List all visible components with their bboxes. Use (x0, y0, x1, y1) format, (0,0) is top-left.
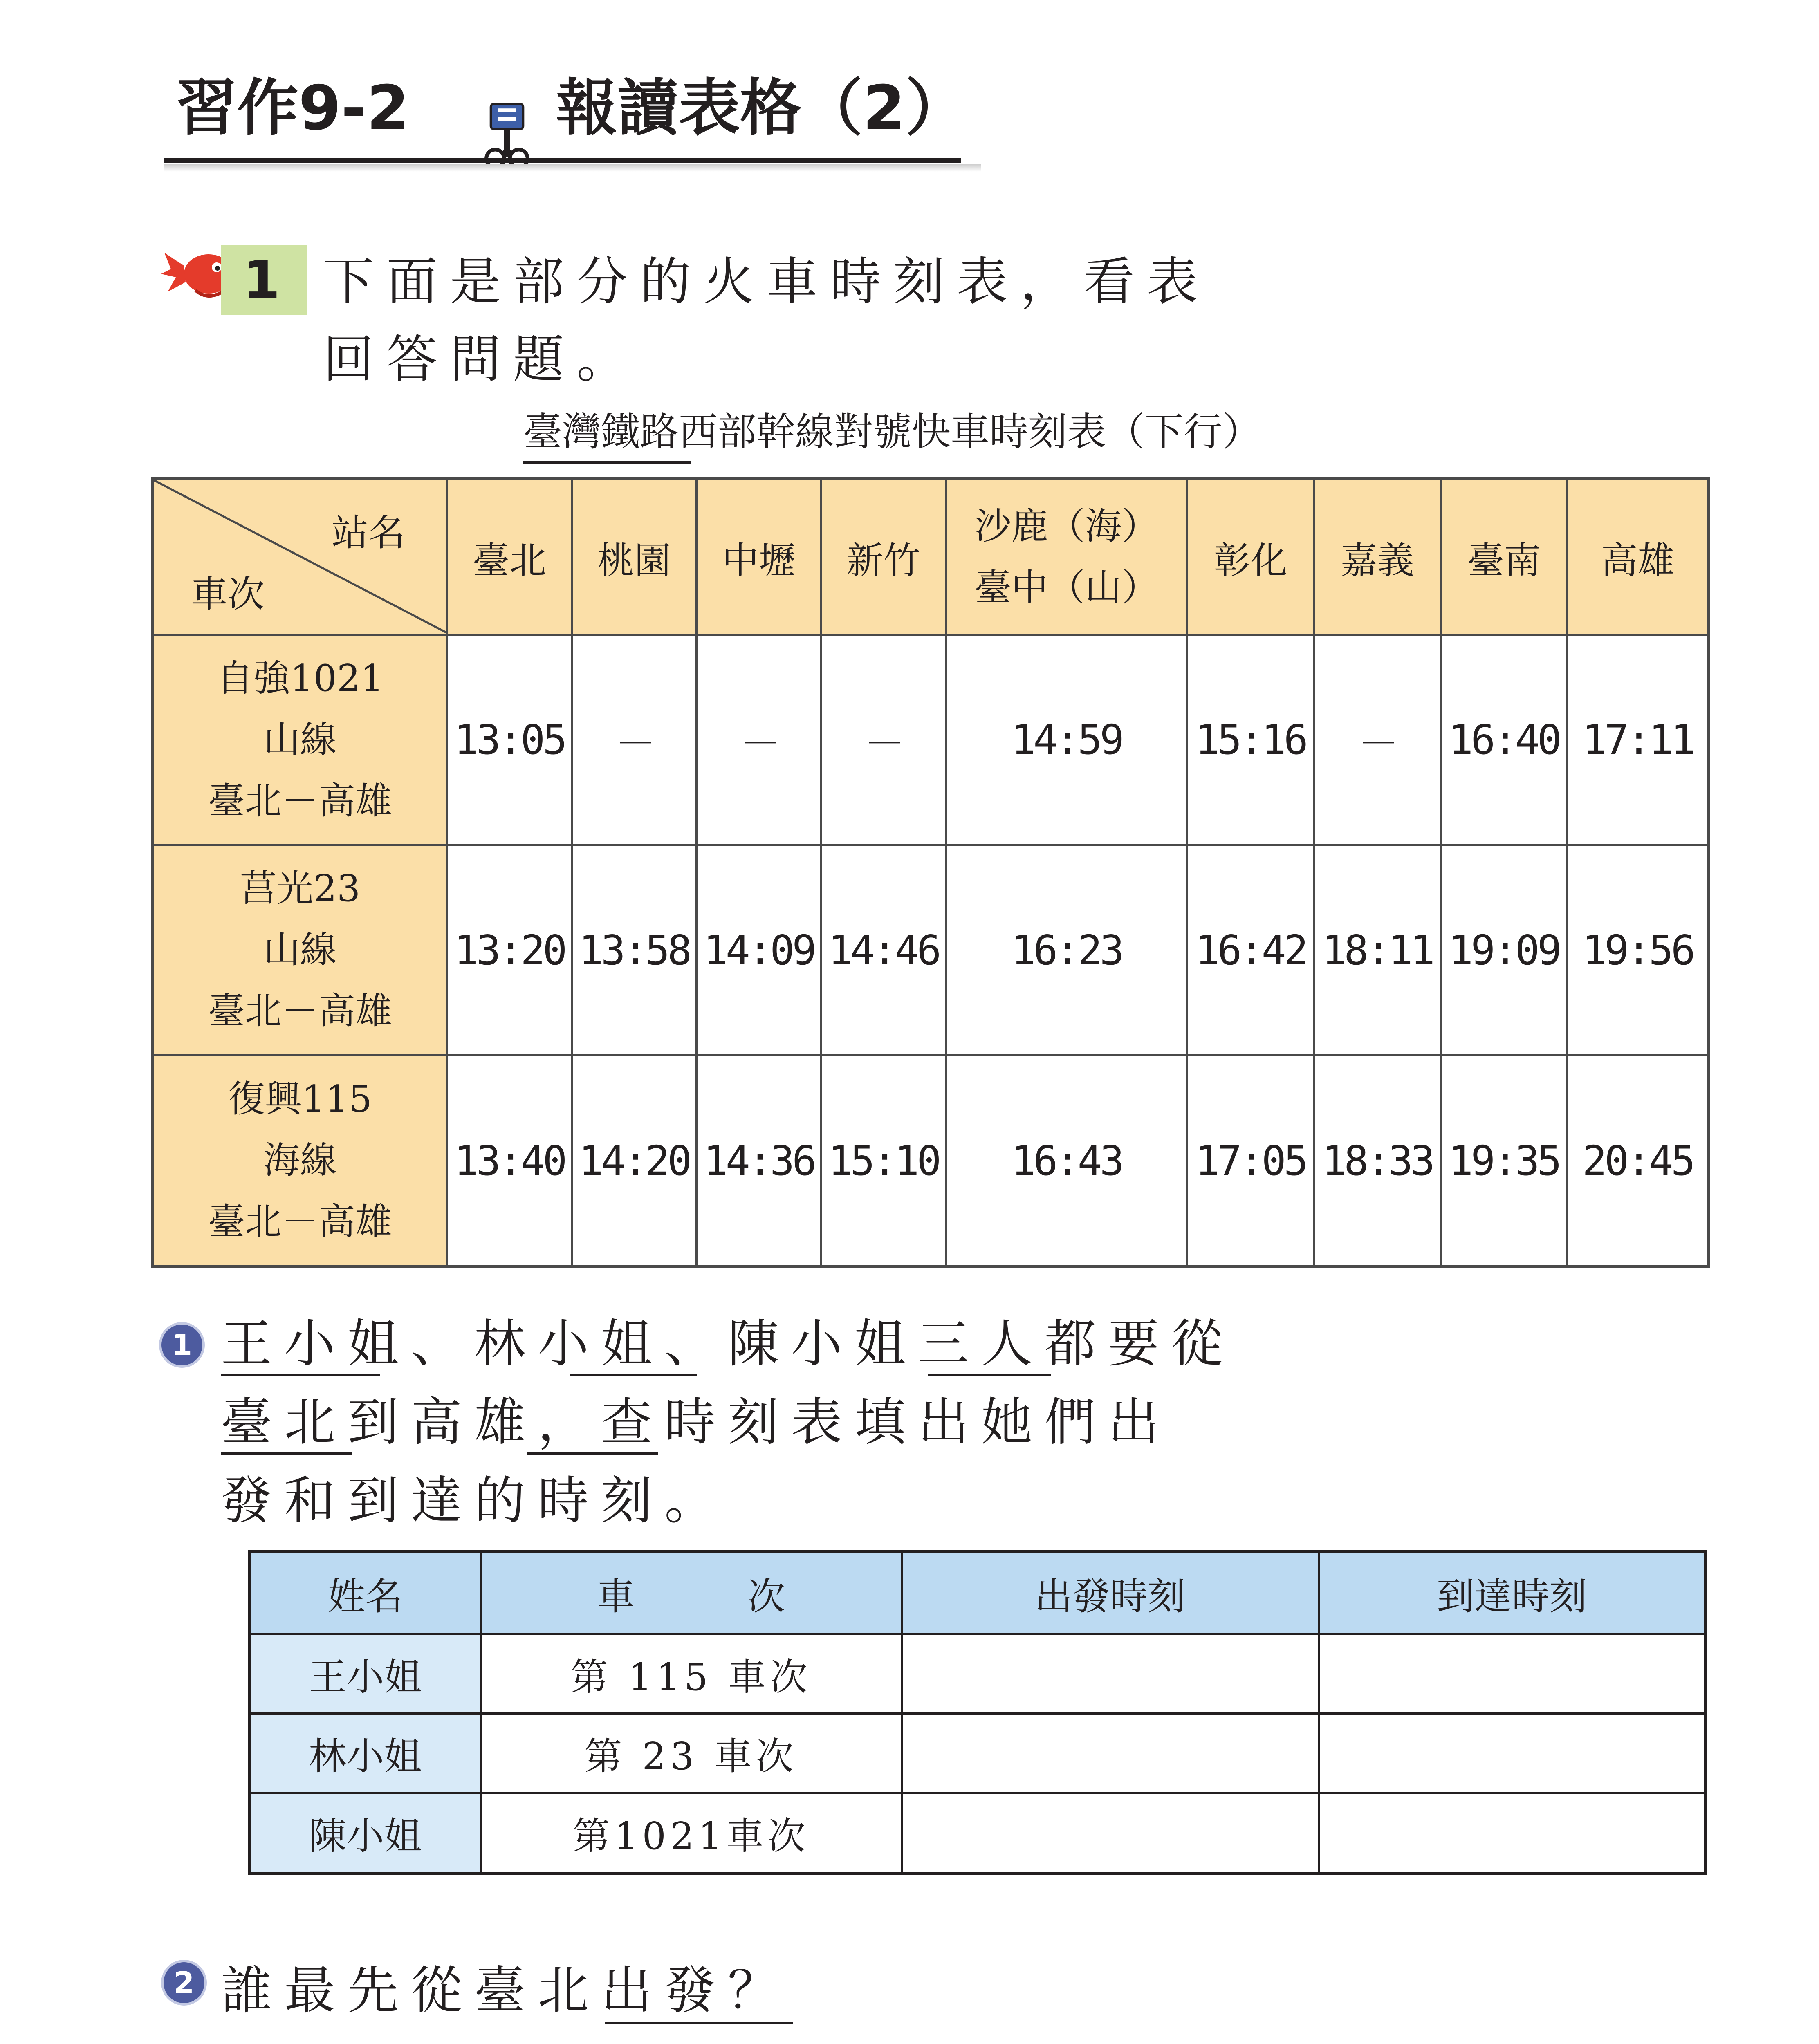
station-header: 中壢 (697, 479, 821, 635)
time-cell: － (821, 635, 946, 845)
time-cell: 18:33 (1314, 1056, 1441, 1266)
subquestion-line-1: 王小姐、林小姐、陳小姐三人都要從 (221, 1314, 1235, 1374)
answer-header-row (249, 1552, 1706, 1634)
departure-answer-field[interactable] (902, 1634, 1319, 1714)
question-number: 1 (243, 249, 280, 311)
time-cell: 18:11 (1314, 845, 1441, 1056)
answer-header: 出發時刻 (902, 1552, 1319, 1634)
time-cell: 20:45 (1568, 1056, 1709, 1266)
page-title: 習作9-2 (176, 73, 409, 144)
departure-answer-field[interactable] (902, 1714, 1319, 1793)
page-subtitle: 報讀表格（2） (556, 73, 967, 144)
time-cell: 17:11 (1568, 635, 1709, 845)
corner-train-label: 車次 (191, 573, 265, 616)
answer-table (248, 1550, 1707, 1875)
train-route: 臺北－高雄 (208, 779, 392, 823)
train-label-cell (153, 635, 447, 845)
time-cell: － (697, 635, 821, 845)
question-prompt-line-1: 下面是部分的火車時刻表，看表 (323, 252, 1210, 312)
answer-header: 到達時刻 (1319, 1552, 1706, 1634)
answer-row (249, 1634, 1706, 1714)
train-number-cell: 第1021車次 (480, 1793, 902, 1874)
departure-answer-field[interactable] (902, 1793, 1319, 1874)
station-header-line: 沙鹿（海） (974, 504, 1159, 548)
place-underline (221, 1452, 352, 1455)
station-header: 臺北 (447, 479, 572, 635)
subquestion-text: 誰最先從臺北出發？ (221, 1961, 791, 2020)
time-cell: 15:16 (1187, 635, 1314, 845)
station-header-line: 臺中（山） (974, 566, 1159, 609)
train-number: 自強1021 (216, 657, 384, 700)
time-cell: 14:59 (946, 635, 1187, 845)
station-header: 嘉義 (1314, 479, 1441, 635)
time-cell: － (1314, 635, 1441, 845)
time-cell: 19:56 (1568, 845, 1709, 1056)
timetable-header-row (153, 479, 1709, 635)
train-timetable (151, 477, 1710, 1268)
station-header: 彰化 (1187, 479, 1314, 635)
time-cell: 14:36 (697, 1056, 821, 1266)
passenger-name: 王小姐 (249, 1634, 480, 1714)
time-cell: 16:42 (1187, 845, 1314, 1056)
train-line: 山線 (263, 718, 337, 761)
timetable-row (153, 845, 1709, 1056)
answer-header: 姓名 (249, 1552, 480, 1634)
timetable-row (153, 635, 1709, 845)
train-number-cell: 第 23 車次 (480, 1714, 902, 1793)
station-header (946, 479, 1187, 635)
timetable-corner-cell (153, 479, 447, 635)
time-cell: 16:40 (1441, 635, 1568, 845)
time-cell: 14:09 (697, 845, 821, 1056)
train-line: 海線 (263, 1139, 337, 1182)
arrival-answer-field[interactable] (1319, 1634, 1706, 1714)
train-route: 臺北－高雄 (208, 990, 392, 1033)
time-cell: 19:35 (1441, 1056, 1568, 1266)
passenger-name: 林小姐 (249, 1714, 480, 1793)
time-cell: － (572, 635, 697, 845)
train-number: 復興115 (228, 1078, 372, 1121)
train-route: 臺北－高雄 (208, 1200, 392, 1244)
name-underline (221, 1374, 380, 1376)
passenger-name: 陳小姐 (249, 1793, 480, 1874)
time-cell: 17:05 (1187, 1056, 1314, 1266)
timetable-caption: 臺灣鐵路西部幹線對號快車時刻表（下行） (523, 410, 1262, 455)
header-divider (164, 158, 961, 163)
time-cell: 16:43 (946, 1056, 1187, 1266)
time-cell: 16:23 (946, 845, 1187, 1056)
station-header: 臺南 (1441, 479, 1568, 635)
time-cell: 14:20 (572, 1056, 697, 1266)
time-cell: 13:40 (447, 1056, 572, 1266)
name-underline (928, 1374, 1051, 1376)
subquestion-number: 2 (164, 1962, 204, 2003)
time-cell: 19:09 (1441, 845, 1568, 1056)
answer-row (249, 1793, 1706, 1874)
station-header: 高雄 (1568, 479, 1709, 635)
station-header: 桃園 (572, 479, 697, 635)
train-number-cell: 第 115 車次 (480, 1634, 902, 1714)
time-cell: 14:46 (821, 845, 946, 1056)
timetable-row (153, 1056, 1709, 1266)
answer-header: 車 次 (480, 1552, 902, 1634)
station-header: 新竹 (821, 479, 946, 635)
train-label-cell (153, 1056, 447, 1266)
time-cell: 13:20 (447, 845, 572, 1056)
header-divider-shadow (164, 164, 981, 172)
caption-underline (523, 461, 691, 464)
time-cell: 15:10 (821, 1056, 946, 1266)
corner-station-label: 站名 (332, 511, 405, 554)
answer-row (249, 1714, 1706, 1793)
time-cell: 13:05 (447, 635, 572, 845)
subquestion-line-2: 臺北到高雄，查時刻表填出她們出 (221, 1393, 1171, 1452)
question-prompt-line-2: 回答問題。 (323, 330, 640, 389)
place-underline (605, 2022, 793, 2024)
arrival-answer-field[interactable] (1319, 1714, 1706, 1793)
subquestion-line-3: 發和到達的時刻。 (221, 1471, 728, 1531)
time-cell: 13:58 (572, 845, 697, 1056)
subquestion-number: 1 (161, 1325, 202, 1365)
train-line: 山線 (263, 928, 337, 972)
train-number: 莒光23 (240, 867, 361, 910)
name-underline (570, 1374, 697, 1376)
train-label-cell (153, 845, 447, 1056)
arrival-answer-field[interactable] (1319, 1793, 1706, 1874)
place-underline (527, 1452, 658, 1455)
